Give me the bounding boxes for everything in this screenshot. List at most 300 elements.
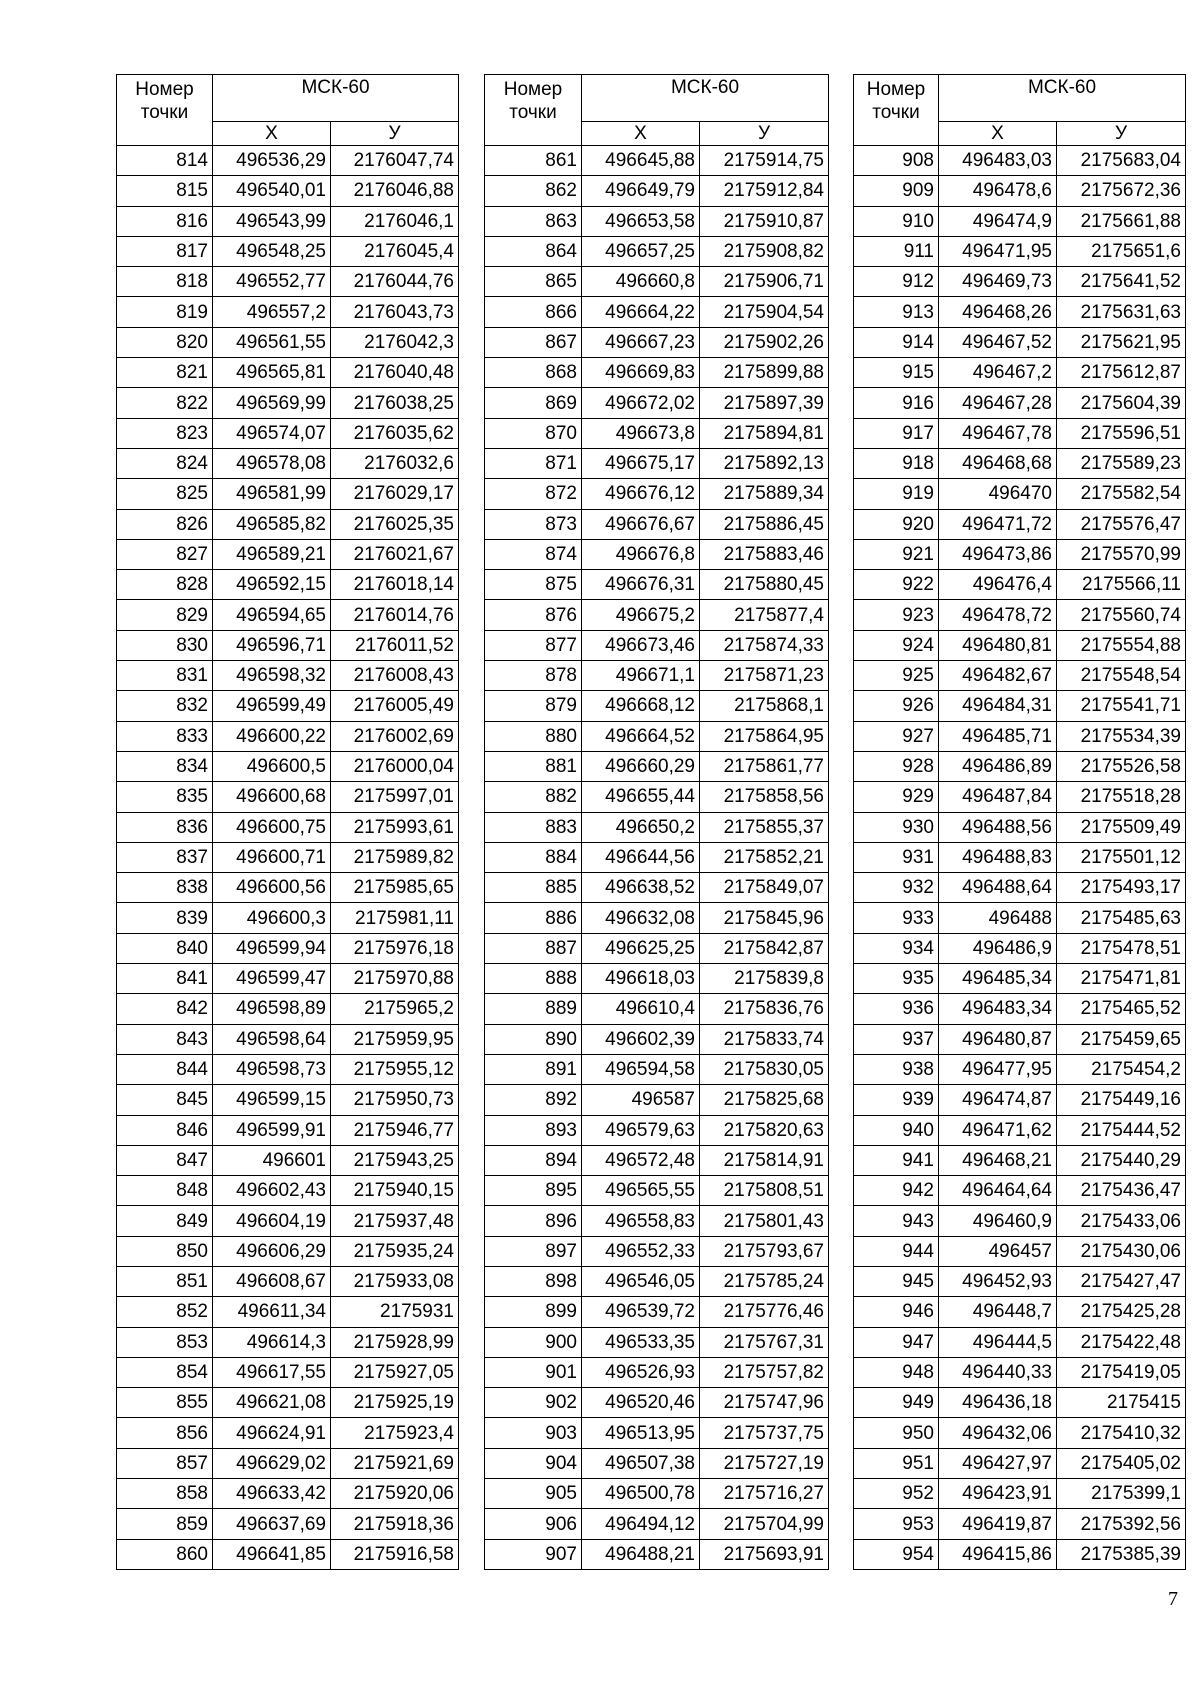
point-number-cell: 877 (485, 630, 582, 660)
y-coordinate-cell: 2175425,28 (1057, 1297, 1186, 1327)
point-number-cell: 825 (117, 479, 213, 509)
x-coordinate-cell: 496526,93 (582, 1357, 700, 1387)
y-coordinate-cell: 2175842,87 (700, 933, 829, 963)
point-number-cell: 873 (485, 509, 582, 539)
y-coordinate-cell: 2175864,95 (700, 721, 829, 751)
point-number-cell: 854 (117, 1357, 213, 1387)
y-coordinate-cell: 2175836,76 (700, 994, 829, 1024)
point-number-cell: 898 (485, 1266, 582, 1296)
y-coordinate-cell: 2176029,17 (331, 479, 459, 509)
table-row (485, 1054, 829, 1084)
table-row (854, 267, 1186, 297)
y-coordinate-cell: 2175631,63 (1057, 297, 1186, 327)
y-coordinate-cell: 2175993,61 (331, 812, 459, 842)
y-coordinate-cell: 2175997,01 (331, 782, 459, 812)
table-row (854, 1206, 1186, 1236)
table-row (854, 418, 1186, 448)
x-coordinate-cell: 496676,12 (582, 479, 700, 509)
x-coordinate-cell: 496657,25 (582, 236, 700, 266)
y-coordinate-cell: 2175950,73 (331, 1085, 459, 1115)
y-coordinate-cell: 2175419,05 (1057, 1357, 1186, 1387)
table-row (854, 1539, 1186, 1569)
point-number-cell: 881 (485, 751, 582, 781)
point-number-cell: 953 (854, 1509, 939, 1539)
y-coordinate-cell: 2175589,23 (1057, 448, 1186, 478)
x-coordinate-cell: 496579,63 (582, 1115, 700, 1145)
y-coordinate-cell: 2175405,02 (1057, 1448, 1186, 1478)
point-number-cell: 819 (117, 297, 213, 327)
point-number-cell: 925 (854, 661, 939, 691)
point-number-cell: 899 (485, 1297, 582, 1327)
y-coordinate-cell: 2175916,58 (331, 1539, 459, 1569)
y-coordinate-cell: 2175814,91 (700, 1145, 829, 1175)
x-coordinate-cell: 496500,78 (582, 1479, 700, 1509)
table-row (117, 1236, 459, 1266)
point-number-cell: 874 (485, 539, 582, 569)
x-coordinate-cell: 496618,03 (582, 964, 700, 994)
table-row (117, 630, 459, 660)
x-coordinate-cell: 496599,49 (213, 691, 331, 721)
x-coordinate-cell: 496606,29 (213, 1236, 331, 1266)
point-number-cell: 827 (117, 539, 213, 569)
point-number-cell: 835 (117, 782, 213, 812)
table-row (854, 1479, 1186, 1509)
table-row (854, 1266, 1186, 1296)
x-coordinate-cell: 496598,73 (213, 1054, 331, 1084)
x-coordinate-cell: 496574,07 (213, 418, 331, 448)
table-row (854, 1357, 1186, 1387)
x-coordinate-cell: 496632,08 (582, 903, 700, 933)
point-number-cell: 883 (485, 812, 582, 842)
x-coordinate-cell: 496650,2 (582, 812, 700, 842)
x-coordinate-cell: 496480,87 (939, 1024, 1057, 1054)
table-row (485, 267, 829, 297)
y-coordinate-cell: 2176032,6 (331, 448, 459, 478)
x-column-header: X (939, 122, 1057, 146)
point-number-cell: 906 (485, 1509, 582, 1539)
table-row (485, 1266, 829, 1296)
table-row (485, 1176, 829, 1206)
x-coordinate-cell: 496649,79 (582, 176, 700, 206)
point-number-cell: 917 (854, 418, 939, 448)
x-coordinate-cell: 496653,58 (582, 206, 700, 236)
y-coordinate-cell: 2176018,14 (331, 570, 459, 600)
x-coordinate-cell: 496594,58 (582, 1054, 700, 1084)
x-coordinate-cell: 496513,95 (582, 1418, 700, 1448)
table-row (117, 1145, 459, 1175)
y-coordinate-cell: 2176008,43 (331, 661, 459, 691)
point-number-cell: 907 (485, 1539, 582, 1569)
point-number-cell: 817 (117, 236, 213, 266)
table-row (854, 570, 1186, 600)
x-coordinate-cell: 496468,21 (939, 1145, 1057, 1175)
point-number-cell: 927 (854, 721, 939, 751)
x-coordinate-cell: 496599,94 (213, 933, 331, 963)
table-row (485, 1479, 829, 1509)
x-coordinate-cell: 496587 (582, 1085, 700, 1115)
point-number-cell: 887 (485, 933, 582, 963)
x-coordinate-cell: 496561,55 (213, 327, 331, 357)
x-coordinate-cell: 496604,19 (213, 1206, 331, 1236)
y-coordinate-cell: 2175931 (331, 1297, 459, 1327)
x-coordinate-cell: 496552,33 (582, 1236, 700, 1266)
table-row (854, 933, 1186, 963)
point-number-cell: 836 (117, 812, 213, 842)
x-coordinate-cell: 496598,32 (213, 661, 331, 691)
x-coordinate-cell: 496467,52 (939, 327, 1057, 357)
coordinate-system-header: МСК-60 (213, 75, 459, 122)
point-number-cell: 923 (854, 600, 939, 630)
table-row (117, 297, 459, 327)
x-coordinate-cell: 496488,83 (939, 842, 1057, 872)
x-coordinate-cell: 496548,25 (213, 236, 331, 266)
table-row (854, 1085, 1186, 1115)
y-coordinate-cell: 2176002,69 (331, 721, 459, 751)
x-coordinate-cell: 496452,93 (939, 1266, 1057, 1296)
point-number-cell: 949 (854, 1388, 939, 1418)
y-coordinate-cell: 2175899,88 (700, 358, 829, 388)
point-number-cell: 847 (117, 1145, 213, 1175)
x-coordinate-cell: 496474,9 (939, 206, 1057, 236)
x-coordinate-cell: 496520,46 (582, 1388, 700, 1418)
x-coordinate-cell: 496460,9 (939, 1206, 1057, 1236)
y-coordinate-cell: 2175830,05 (700, 1054, 829, 1084)
table-row (854, 1448, 1186, 1478)
x-coordinate-cell: 496660,29 (582, 751, 700, 781)
y-coordinate-cell: 2175651,6 (1057, 236, 1186, 266)
point-number-cell: 902 (485, 1388, 582, 1418)
table-row (117, 903, 459, 933)
y-column-header: У (1057, 122, 1186, 146)
point-number-cell: 888 (485, 964, 582, 994)
point-number-cell: 931 (854, 842, 939, 872)
point-number-cell: 908 (854, 146, 939, 176)
y-coordinate-cell: 2175868,1 (700, 691, 829, 721)
point-number-cell: 838 (117, 873, 213, 903)
x-coordinate-cell: 496484,31 (939, 691, 1057, 721)
table-row (854, 146, 1186, 176)
x-coordinate-cell: 496592,15 (213, 570, 331, 600)
y-coordinate-cell: 2176011,52 (331, 630, 459, 660)
table-row (485, 327, 829, 357)
y-coordinate-cell: 2175518,28 (1057, 782, 1186, 812)
y-coordinate-cell: 2175970,88 (331, 964, 459, 994)
y-coordinate-cell: 2176040,48 (331, 358, 459, 388)
x-coordinate-cell: 496667,23 (582, 327, 700, 357)
point-number-cell: 897 (485, 1236, 582, 1266)
y-coordinate-cell: 2175399,1 (1057, 1479, 1186, 1509)
point-number-cell: 939 (854, 1085, 939, 1115)
table-row (117, 1176, 459, 1206)
point-number-cell: 814 (117, 146, 213, 176)
table-row (485, 358, 829, 388)
y-coordinate-cell: 2175392,56 (1057, 1509, 1186, 1539)
point-number-cell: 875 (485, 570, 582, 600)
y-coordinate-cell: 2175737,75 (700, 1418, 829, 1448)
point-number-cell: 816 (117, 206, 213, 236)
y-coordinate-cell: 2175820,63 (700, 1115, 829, 1145)
x-coordinate-cell: 496482,67 (939, 661, 1057, 691)
x-coordinate-cell: 496474,87 (939, 1085, 1057, 1115)
x-coordinate-cell: 496673,8 (582, 418, 700, 448)
x-coordinate-cell: 496676,67 (582, 509, 700, 539)
point-number-cell: 886 (485, 903, 582, 933)
x-coordinate-cell: 496624,91 (213, 1418, 331, 1448)
table-row (485, 206, 829, 236)
table-row (117, 479, 459, 509)
x-coordinate-cell: 496473,86 (939, 539, 1057, 569)
point-number-cell: 934 (854, 933, 939, 963)
x-coordinate-cell: 496546,05 (582, 1266, 700, 1296)
x-coordinate-cell: 496600,68 (213, 782, 331, 812)
point-number-cell: 894 (485, 1145, 582, 1175)
table-row (854, 994, 1186, 1024)
table-row (485, 661, 829, 691)
table-row (485, 751, 829, 781)
y-coordinate-cell: 2175801,43 (700, 1206, 829, 1236)
y-coordinate-cell: 2175582,54 (1057, 479, 1186, 509)
y-coordinate-cell: 2175914,75 (700, 146, 829, 176)
point-number-cell: 952 (854, 1479, 939, 1509)
x-column-header: X (213, 122, 331, 146)
x-coordinate-cell: 496633,42 (213, 1479, 331, 1509)
table-row (117, 782, 459, 812)
y-coordinate-cell: 2175940,15 (331, 1176, 459, 1206)
y-coordinate-cell: 2175927,05 (331, 1357, 459, 1387)
y-coordinate-cell: 2175757,82 (700, 1357, 829, 1387)
x-coordinate-cell: 496464,64 (939, 1176, 1057, 1206)
point-number-cell: 893 (485, 1115, 582, 1145)
table-row (854, 812, 1186, 842)
y-coordinate-cell: 2175920,06 (331, 1479, 459, 1509)
table-row (485, 1145, 829, 1175)
x-coordinate-cell: 496596,71 (213, 630, 331, 660)
y-coordinate-cell: 2175839,8 (700, 964, 829, 994)
point-number-cell: 863 (485, 206, 582, 236)
y-coordinate-cell: 2175921,69 (331, 1448, 459, 1478)
point-number-cell: 943 (854, 1206, 939, 1236)
y-coordinate-cell: 2176035,62 (331, 418, 459, 448)
y-coordinate-cell: 2175444,52 (1057, 1115, 1186, 1145)
y-coordinate-cell: 2176042,3 (331, 327, 459, 357)
point-number-cell: 834 (117, 751, 213, 781)
point-number-cell: 867 (485, 327, 582, 357)
table-row (485, 509, 829, 539)
table-row (485, 570, 829, 600)
x-coordinate-cell: 496419,87 (939, 1509, 1057, 1539)
y-coordinate-cell: 2175933,08 (331, 1266, 459, 1296)
point-number-cell: 871 (485, 448, 582, 478)
y-coordinate-cell: 2175727,19 (700, 1448, 829, 1478)
y-coordinate-cell: 2175747,96 (700, 1388, 829, 1418)
table-row (854, 297, 1186, 327)
x-coordinate-cell: 496599,47 (213, 964, 331, 994)
point-number-cell: 900 (485, 1327, 582, 1357)
x-coordinate-cell: 496471,62 (939, 1115, 1057, 1145)
table-row (854, 236, 1186, 266)
table-row (117, 751, 459, 781)
y-coordinate-cell: 2175683,04 (1057, 146, 1186, 176)
table-row (485, 388, 829, 418)
table-row (854, 873, 1186, 903)
point-number-cell: 911 (854, 236, 939, 266)
y-coordinate-cell: 2175959,95 (331, 1024, 459, 1054)
coordinate-system-header: МСК-60 (939, 75, 1186, 122)
table-row (117, 1115, 459, 1145)
point-number-cell: 948 (854, 1357, 939, 1387)
table-row (117, 933, 459, 963)
point-number-cell: 846 (117, 1115, 213, 1145)
y-coordinate-cell: 2175541,71 (1057, 691, 1186, 721)
y-coordinate-cell: 2175471,81 (1057, 964, 1186, 994)
table-row (485, 479, 829, 509)
point-number-cell: 915 (854, 358, 939, 388)
x-coordinate-cell: 496599,91 (213, 1115, 331, 1145)
y-coordinate-cell: 2175985,65 (331, 873, 459, 903)
x-coordinate-cell: 496610,4 (582, 994, 700, 1024)
y-coordinate-cell: 2175478,51 (1057, 933, 1186, 963)
x-coordinate-cell: 496423,91 (939, 1479, 1057, 1509)
point-number-cell: 935 (854, 964, 939, 994)
x-coordinate-cell: 496486,89 (939, 751, 1057, 781)
point-number-cell: 944 (854, 1236, 939, 1266)
table-row (485, 1024, 829, 1054)
y-coordinate-cell: 2175955,12 (331, 1054, 459, 1084)
table-row (117, 267, 459, 297)
point-number-cell: 832 (117, 691, 213, 721)
table-row (854, 1115, 1186, 1145)
point-number-cell: 829 (117, 600, 213, 630)
point-number-cell: 913 (854, 297, 939, 327)
y-coordinate-cell: 2175485,63 (1057, 903, 1186, 933)
point-number-cell: 872 (485, 479, 582, 509)
x-coordinate-cell: 496600,3 (213, 903, 331, 933)
point-number-cell: 842 (117, 994, 213, 1024)
y-column-header: У (700, 122, 829, 146)
y-coordinate-cell: 2175621,95 (1057, 327, 1186, 357)
table-row (854, 782, 1186, 812)
x-coordinate-cell: 496468,26 (939, 297, 1057, 327)
point-number-cell: 850 (117, 1236, 213, 1266)
x-coordinate-cell: 496448,7 (939, 1297, 1057, 1327)
table-row (854, 479, 1186, 509)
x-coordinate-cell: 496672,02 (582, 388, 700, 418)
point-number-cell: 901 (485, 1357, 582, 1387)
point-number-cell: 826 (117, 509, 213, 539)
table-row (485, 1539, 829, 1569)
point-number-cell: 937 (854, 1024, 939, 1054)
table-row (854, 1509, 1186, 1539)
table-row (485, 994, 829, 1024)
y-coordinate-cell: 2175693,91 (700, 1539, 829, 1569)
table-row (117, 1357, 459, 1387)
table-row (485, 176, 829, 206)
point-number-cell: 833 (117, 721, 213, 751)
y-coordinate-cell: 2175436,47 (1057, 1176, 1186, 1206)
y-coordinate-cell: 2175883,46 (700, 539, 829, 569)
point-number-cell: 920 (854, 509, 939, 539)
y-coordinate-cell: 2175910,87 (700, 206, 829, 236)
table-row (117, 873, 459, 903)
y-coordinate-cell: 2175912,84 (700, 176, 829, 206)
y-coordinate-cell: 2175526,58 (1057, 751, 1186, 781)
point-number-cell: 856 (117, 1418, 213, 1448)
y-coordinate-cell: 2175965,2 (331, 994, 459, 1024)
table-row (117, 1327, 459, 1357)
x-coordinate-cell: 496457 (939, 1236, 1057, 1266)
y-coordinate-cell: 2175928,99 (331, 1327, 459, 1357)
table-row (117, 327, 459, 357)
x-coordinate-cell: 496540,01 (213, 176, 331, 206)
page-number: 7 (1168, 1588, 1178, 1610)
x-coordinate-cell: 496614,3 (213, 1327, 331, 1357)
point-number-cell: 864 (485, 236, 582, 266)
y-coordinate-cell: 2175793,67 (700, 1236, 829, 1266)
point-number-cell: 947 (854, 1327, 939, 1357)
point-number-cell: 818 (117, 267, 213, 297)
point-number-header: Номер точки (117, 75, 213, 146)
x-coordinate-cell: 496664,22 (582, 297, 700, 327)
point-number-cell: 851 (117, 1266, 213, 1296)
y-coordinate-cell: 2175908,82 (700, 236, 829, 266)
table-row (485, 539, 829, 569)
table-row (854, 1327, 1186, 1357)
table-row (485, 146, 829, 176)
table-row (117, 539, 459, 569)
point-number-cell: 876 (485, 600, 582, 630)
table-row (117, 448, 459, 478)
point-number-cell: 878 (485, 661, 582, 691)
point-number-cell: 904 (485, 1448, 582, 1478)
y-coordinate-cell: 2175925,19 (331, 1388, 459, 1418)
y-coordinate-cell: 2175672,36 (1057, 176, 1186, 206)
x-coordinate-cell: 496539,72 (582, 1297, 700, 1327)
point-number-cell: 910 (854, 206, 939, 236)
point-number-cell: 928 (854, 751, 939, 781)
table-row (485, 448, 829, 478)
point-number-cell: 885 (485, 873, 582, 903)
x-coordinate-cell: 496589,21 (213, 539, 331, 569)
y-coordinate-cell: 2175576,47 (1057, 509, 1186, 539)
x-coordinate-cell: 496641,85 (213, 1539, 331, 1569)
x-coordinate-cell: 496488,56 (939, 812, 1057, 842)
table-row (854, 1176, 1186, 1206)
point-number-cell: 950 (854, 1418, 939, 1448)
x-coordinate-cell: 496572,48 (582, 1145, 700, 1175)
table-row (117, 1448, 459, 1478)
y-coordinate-cell: 2175767,31 (700, 1327, 829, 1357)
table-row (485, 1388, 829, 1418)
x-coordinate-cell: 496598,64 (213, 1024, 331, 1054)
x-coordinate-cell: 496602,39 (582, 1024, 700, 1054)
x-coordinate-cell: 496585,82 (213, 509, 331, 539)
point-number-cell: 945 (854, 1266, 939, 1296)
table-row (117, 1539, 459, 1569)
table-row (485, 1206, 829, 1236)
y-coordinate-cell: 2175877,4 (700, 600, 829, 630)
table-row (117, 509, 459, 539)
x-coordinate-cell: 496655,44 (582, 782, 700, 812)
point-number-header: Номер точки (485, 75, 582, 146)
point-number-cell: 936 (854, 994, 939, 1024)
x-coordinate-cell: 496471,95 (939, 236, 1057, 266)
table-row (117, 1509, 459, 1539)
point-number-cell: 860 (117, 1539, 213, 1569)
y-coordinate-cell: 2176043,73 (331, 297, 459, 327)
y-coordinate-cell: 2176000,04 (331, 751, 459, 781)
table-row (854, 1297, 1186, 1327)
point-number-cell: 916 (854, 388, 939, 418)
